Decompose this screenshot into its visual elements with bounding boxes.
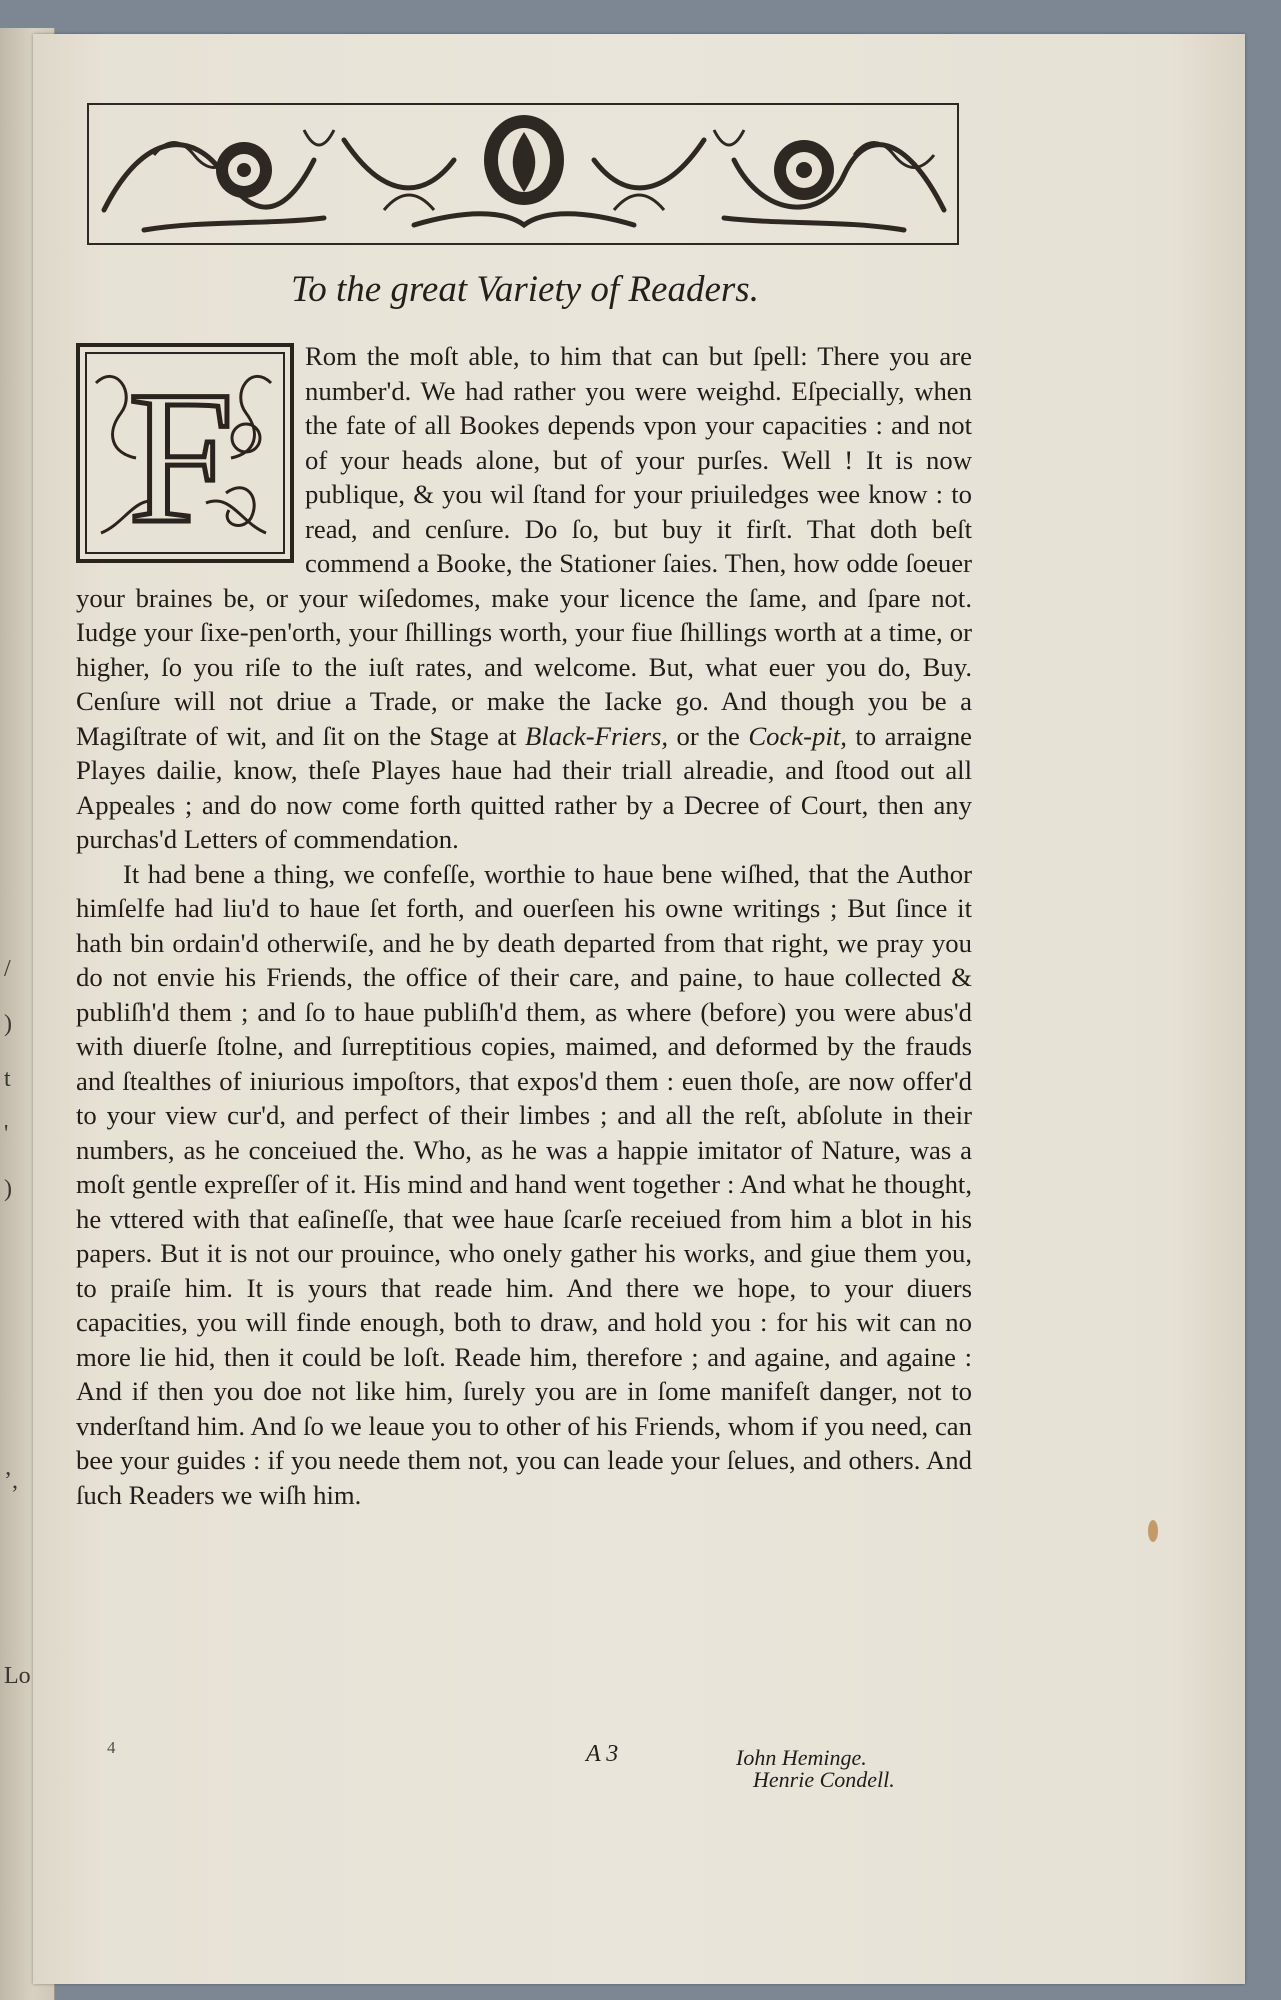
- signer-name: Iohn Heminge.: [736, 1745, 867, 1770]
- margin-fragment: ): [4, 1176, 12, 1202]
- ink-stain: [1148, 1520, 1158, 1542]
- signature-mark: A 3: [586, 1741, 619, 1767]
- margin-fragment: ’,: [4, 1468, 18, 1494]
- margin-fragment: t: [4, 1066, 11, 1092]
- margin-fragment: ': [4, 1121, 9, 1147]
- paragraph-text: or the: [668, 720, 749, 751]
- place-name: Black-Friers,: [525, 720, 669, 751]
- paragraph-text: to arraigne Playes dailie, know, theſe Playes haue had their triall alreadie, and ſtood out all Appeales ; and do now come forth quitted rather by a Decree of Court, then any purchas'd Letters of commendation.: [76, 720, 973, 854]
- page-title: To the great Variety of Readers.: [291, 269, 759, 310]
- paragraph-lead: Rom the moſt able, to him that can but ſpell: There you are number'd. We had rather you were weighd. Eſpecially, when the fate of all Bookes depends vpon your capacities : and not of your heads alone, but of your purſes. Well ! It is now publique, & you wil ſtand for your priuiledges wee know : to read, and cenſure. Do ſo, but buy it firſt. That doth beſt commend a Booke, the Stationer ſaies. Then, how odde ſoeuer your braines be, or your wiſedomes, make your licence the ſame, and ſpare not. Iudge your ſixe-pen'orth, your ſhillings worth, your fiue ſhillings worth at a time, or higher, ſo you riſe to the iuſt rates, and welcome. But, what euer you do, Buy. Cenſure will not driue a Trade, or make the Iacke go. And though you be a Magiſtrate of wit, and ſit on the Stage at: [76, 341, 972, 751]
- paragraph: It had bene a thing, we confeſſe, worthie to haue bene wiſhed, that the Author himſelfe had liu'd to haue ſet forth, and ouerſeen his owne writings ; But ſince it hath bin ordain'd otherwiſe, and he by death departed from that right, we pray you do not envie his Friends, the office of their care, and paine, to haue collected & publiſh'd them ; and ſo to haue publiſh'd them, as where (before) you were abus'd with diuerſe ſtolne, and ſurreptitious copies, maimed, and deformed by the frauds and ſtealthes of iniurious impoſtors, that expos'd them : euen thoſe, are now offer'd to your view cur'd, and perfect of their limbes ; and all the reſt, abſolute in their numbers, as he conceiued the. Who, as he was a happie imitator of Nature, was a moſt gentle expreſſer of it. His mind and hand went together : And what he thought, he vttered with that eaſineſſe, that wee haue ſcarſe receiued from him a blot in his papers. But it is not our prouince, who onely gather his works, and giue them you, to praiſe him. It is yours that reade him. And there we hope, to your diuers capacities, you will finde enough, both to draw, and hold you : for his wit can no more lie hid, then it could be loſt. Reade him, therefore ; and againe, and againe : And if then you doe not like him, ſurely you are in ſome manifeſt danger, not to vnderſtand him. And ſo we leaue you to other of his Friends, whom if you need, can bee your guides : if you neede them not, you can leade your ſelues, and others. And ſuch Readers we wiſh him.: [76, 858, 972, 1510]
- signer-name: Henrie Condell.: [753, 1767, 895, 1792]
- page-note: 4: [107, 1738, 116, 1757]
- drop-cap-letter: F: [128, 353, 234, 563]
- margin-fragment: ): [4, 1011, 12, 1037]
- margin-fragment: /: [4, 956, 11, 982]
- headpiece-ornament: [84, 100, 962, 248]
- margin-fragment: Lo: [4, 1663, 31, 1689]
- decorated-initial: [76, 343, 294, 563]
- place-name: Cock-pit,: [748, 720, 847, 751]
